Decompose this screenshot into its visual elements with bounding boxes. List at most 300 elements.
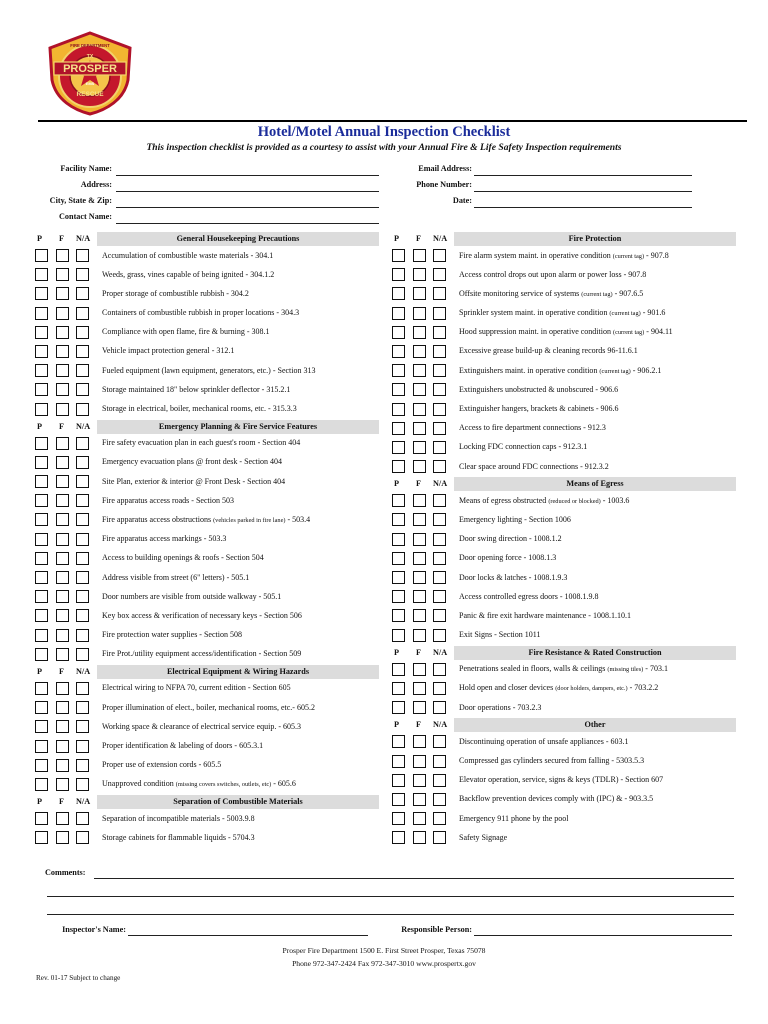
na-checkbox[interactable] bbox=[76, 533, 89, 546]
inspector-name-field[interactable] bbox=[128, 935, 368, 936]
pass-column-header: P bbox=[37, 234, 43, 243]
comments-line-2[interactable] bbox=[47, 896, 734, 897]
pass-checkbox[interactable] bbox=[392, 326, 405, 339]
pass-checkbox[interactable] bbox=[392, 441, 405, 454]
pass-checkbox[interactable] bbox=[392, 701, 405, 714]
na-checkbox[interactable] bbox=[433, 609, 446, 622]
na-checkbox[interactable] bbox=[76, 648, 89, 661]
section-header bbox=[33, 795, 379, 810]
pass-column-header: P bbox=[37, 797, 43, 807]
fail-checkbox[interactable] bbox=[413, 812, 426, 825]
na-checkbox[interactable] bbox=[433, 682, 446, 695]
item-label bbox=[102, 703, 379, 712]
na-checkbox[interactable] bbox=[76, 759, 89, 772]
pass-checkbox[interactable] bbox=[392, 571, 405, 584]
fail-checkbox[interactable] bbox=[413, 383, 426, 396]
fail-column-header: F bbox=[59, 666, 65, 676]
na-column-header: N/A bbox=[76, 797, 91, 807]
pass-checkbox[interactable] bbox=[392, 513, 405, 526]
pass-checkbox[interactable] bbox=[35, 648, 48, 661]
pass-checkbox[interactable] bbox=[35, 249, 48, 262]
page-title: Hotel/Motel Annual Inspection Checklist bbox=[257, 124, 511, 140]
na-checkbox[interactable] bbox=[433, 831, 446, 844]
fail-checkbox[interactable] bbox=[413, 326, 426, 339]
item-text: Fire protection water supplies - Section 508 bbox=[102, 630, 242, 640]
pass-checkbox[interactable] bbox=[35, 364, 48, 377]
na-checkbox[interactable] bbox=[433, 441, 446, 454]
na-checkbox[interactable] bbox=[433, 533, 446, 546]
fail-checkbox[interactable] bbox=[413, 774, 426, 787]
pass-checkbox[interactable] bbox=[35, 831, 48, 844]
pass-column-header: P bbox=[394, 479, 400, 489]
checklist-item bbox=[390, 381, 736, 400]
item-note: (current tag) bbox=[612, 329, 645, 337]
pass-checkbox[interactable] bbox=[35, 590, 48, 603]
fail-checkbox[interactable] bbox=[56, 249, 69, 262]
item-text: Electrical wiring to NFPA 70, current edition - Section 605 bbox=[102, 683, 291, 693]
section-title: Means of Egress bbox=[454, 477, 736, 491]
pass-checkbox[interactable] bbox=[35, 403, 48, 416]
na-checkbox[interactable] bbox=[76, 437, 89, 450]
footer-address: Prosper Fire Department 1500 E. First Street Prosper, Texas 75078 bbox=[282, 946, 486, 955]
fail-checkbox[interactable] bbox=[56, 494, 69, 507]
fail-checkbox[interactable] bbox=[413, 609, 426, 622]
checklist-item bbox=[390, 791, 736, 810]
item-label bbox=[459, 423, 736, 432]
fail-checkbox[interactable] bbox=[56, 812, 69, 825]
city-state-zip-field[interactable] bbox=[116, 207, 379, 208]
item-label bbox=[459, 611, 736, 620]
na-checkbox[interactable] bbox=[76, 740, 89, 753]
pass-checkbox[interactable] bbox=[35, 812, 48, 825]
fail-column-header: F bbox=[59, 421, 65, 431]
pass-checkbox[interactable] bbox=[392, 287, 405, 300]
na-checkbox[interactable] bbox=[76, 287, 89, 300]
item-text: Storage cabinets for flammable liquids - 5704.3 bbox=[102, 832, 255, 842]
fail-checkbox[interactable] bbox=[413, 533, 426, 546]
na-checkbox[interactable] bbox=[433, 326, 446, 339]
item-label bbox=[102, 741, 379, 750]
item-text: Fire apparatus access markings - 503.3 bbox=[102, 534, 227, 544]
section-header bbox=[33, 420, 379, 435]
item-label bbox=[102, 814, 379, 823]
logo-center-text: EMS bbox=[85, 81, 95, 86]
fail-checkbox[interactable] bbox=[413, 552, 426, 565]
pass-column-header: P bbox=[394, 234, 400, 243]
item-text: Working space & clearance of electrical service equip. - 605.3 bbox=[102, 721, 302, 731]
fail-checkbox[interactable] bbox=[56, 287, 69, 300]
item-label bbox=[102, 251, 379, 260]
pass-checkbox[interactable] bbox=[35, 287, 48, 300]
fail-checkbox[interactable] bbox=[413, 831, 426, 844]
fail-checkbox[interactable] bbox=[56, 383, 69, 396]
fail-checkbox[interactable] bbox=[413, 364, 426, 377]
pass-checkbox[interactable] bbox=[392, 755, 405, 768]
pass-checkbox[interactable] bbox=[35, 268, 48, 281]
item-label bbox=[102, 630, 379, 639]
item-label bbox=[102, 683, 379, 692]
pass-checkbox[interactable] bbox=[392, 460, 405, 473]
na-checkbox[interactable] bbox=[76, 268, 89, 281]
item-text: Door locks & latches - 1008.1.9.3 bbox=[459, 572, 568, 582]
item-text: Backflow prevention devices comply with (IPC) & - 903.3.5 bbox=[459, 794, 654, 804]
na-checkbox[interactable] bbox=[433, 590, 446, 603]
na-checkbox[interactable] bbox=[433, 774, 446, 787]
item-label bbox=[459, 573, 736, 582]
na-checkbox[interactable] bbox=[76, 831, 89, 844]
na-column-header: N/A bbox=[76, 234, 91, 243]
logo-top-text: FIRE DEPARTMENT bbox=[70, 43, 110, 48]
na-checkbox[interactable] bbox=[76, 571, 89, 584]
fail-checkbox[interactable] bbox=[413, 268, 426, 281]
fail-checkbox[interactable] bbox=[56, 403, 69, 416]
item-text: Proper identification & labeling of doors - 605.3.1 bbox=[102, 741, 264, 750]
fail-checkbox[interactable] bbox=[413, 755, 426, 768]
item-text: Emergency 911 phone by the pool bbox=[459, 813, 569, 823]
checklist-item bbox=[33, 699, 379, 718]
pass-checkbox[interactable] bbox=[35, 307, 48, 320]
checklist-item bbox=[390, 607, 736, 626]
fail-checkbox[interactable] bbox=[56, 759, 69, 772]
fail-checkbox[interactable] bbox=[56, 648, 69, 661]
na-checkbox[interactable] bbox=[76, 609, 89, 622]
na-checkbox[interactable] bbox=[433, 735, 446, 748]
pass-checkbox[interactable] bbox=[392, 552, 405, 565]
na-checkbox[interactable] bbox=[433, 812, 446, 825]
checklist-item bbox=[390, 401, 736, 420]
checklist-item bbox=[33, 473, 379, 492]
right-checklist-column bbox=[390, 232, 736, 848]
fail-checkbox[interactable] bbox=[413, 513, 426, 526]
pass-checkbox[interactable] bbox=[35, 778, 48, 791]
item-text: Fire apparatus access roads - Section 503 bbox=[102, 495, 234, 505]
item-label bbox=[459, 814, 736, 823]
section-title: Other bbox=[454, 718, 736, 732]
item-label bbox=[459, 289, 736, 298]
fail-checkbox[interactable] bbox=[56, 345, 69, 358]
item-note: (missing covers switches, outlets, etc) bbox=[175, 781, 272, 789]
checklist-item bbox=[33, 511, 379, 530]
na-checkbox[interactable] bbox=[76, 494, 89, 507]
na-checkbox[interactable] bbox=[433, 513, 446, 526]
item-label bbox=[102, 308, 379, 317]
fail-checkbox[interactable] bbox=[56, 571, 69, 584]
fail-checkbox[interactable] bbox=[56, 720, 69, 733]
fail-checkbox[interactable] bbox=[56, 740, 69, 753]
fail-checkbox[interactable] bbox=[413, 494, 426, 507]
fail-checkbox[interactable] bbox=[413, 701, 426, 714]
pass-checkbox[interactable] bbox=[392, 793, 405, 806]
checklist-item bbox=[33, 588, 379, 607]
item-label bbox=[459, 703, 736, 712]
item-label bbox=[102, 534, 379, 543]
item-text: Extinguisher hangers, brackets & cabinets - 906.6 bbox=[459, 404, 619, 413]
na-checkbox[interactable] bbox=[76, 590, 89, 603]
pass-checkbox[interactable] bbox=[392, 403, 405, 416]
na-checkbox[interactable] bbox=[76, 682, 89, 695]
inspector-name-label: Inspector's Name: bbox=[62, 925, 126, 934]
na-checkbox[interactable] bbox=[433, 494, 446, 507]
section-header bbox=[390, 477, 736, 492]
fail-checkbox[interactable] bbox=[56, 475, 69, 488]
fail-checkbox[interactable] bbox=[56, 831, 69, 844]
na-checkbox[interactable] bbox=[433, 268, 446, 281]
fail-checkbox[interactable] bbox=[56, 307, 69, 320]
comments-line-3[interactable] bbox=[47, 914, 734, 915]
pass-checkbox[interactable] bbox=[392, 307, 405, 320]
na-checkbox[interactable] bbox=[433, 345, 446, 358]
na-checkbox[interactable] bbox=[76, 720, 89, 733]
footer-contact: Phone 972-347-2424 Fax 972-347-3010 www.prospertx.gov bbox=[292, 959, 476, 968]
item-label bbox=[102, 438, 379, 447]
na-checkbox[interactable] bbox=[433, 629, 446, 642]
checklist-item bbox=[390, 511, 736, 530]
date-field[interactable] bbox=[474, 207, 692, 208]
na-checkbox[interactable] bbox=[433, 552, 446, 565]
pass-checkbox[interactable] bbox=[35, 475, 48, 488]
pass-checkbox[interactable] bbox=[392, 364, 405, 377]
na-checkbox[interactable] bbox=[76, 307, 89, 320]
section-header bbox=[33, 232, 379, 247]
fail-checkbox[interactable] bbox=[56, 456, 69, 469]
pass-checkbox[interactable] bbox=[392, 609, 405, 622]
fail-checkbox[interactable] bbox=[413, 682, 426, 695]
na-checkbox[interactable] bbox=[76, 778, 89, 791]
comments-label: Comments: bbox=[45, 868, 86, 877]
na-checkbox[interactable] bbox=[76, 701, 89, 714]
fail-checkbox[interactable] bbox=[413, 287, 426, 300]
section-title: Fire Protection bbox=[454, 232, 736, 246]
na-checkbox[interactable] bbox=[76, 249, 89, 262]
pass-checkbox[interactable] bbox=[392, 422, 405, 435]
na-checkbox[interactable] bbox=[433, 383, 446, 396]
checklist-item bbox=[390, 829, 736, 848]
fail-checkbox[interactable] bbox=[56, 513, 69, 526]
item-code: - 1003.6 bbox=[600, 495, 630, 505]
fail-checkbox[interactable] bbox=[56, 629, 69, 642]
item-label bbox=[102, 573, 379, 582]
na-checkbox[interactable] bbox=[76, 383, 89, 396]
item-label bbox=[102, 611, 379, 620]
fail-checkbox[interactable] bbox=[56, 701, 69, 714]
item-text: Fueled equipment (lawn equipment, generators, etc.) - Section 313 bbox=[102, 365, 316, 375]
pass-checkbox[interactable] bbox=[392, 590, 405, 603]
pass-checkbox[interactable] bbox=[35, 609, 48, 622]
prosper-fire-rescue-logo-icon bbox=[44, 30, 136, 116]
left-checklist-column bbox=[33, 232, 379, 848]
item-text: Containers of combustible rubbish in proper locations - 304.3 bbox=[102, 308, 300, 318]
item-text: Fire apparatus access obstructions bbox=[102, 514, 212, 524]
fail-checkbox[interactable] bbox=[413, 629, 426, 642]
fail-checkbox[interactable] bbox=[56, 778, 69, 791]
na-checkbox[interactable] bbox=[433, 755, 446, 768]
checklist-item bbox=[390, 439, 736, 458]
comments-line-1[interactable] bbox=[94, 878, 734, 879]
fail-checkbox[interactable] bbox=[56, 326, 69, 339]
checklist-item bbox=[390, 699, 736, 718]
fail-checkbox[interactable] bbox=[413, 441, 426, 454]
item-code: - 605.6 bbox=[271, 779, 296, 789]
pass-checkbox[interactable] bbox=[35, 533, 48, 546]
na-checkbox[interactable] bbox=[433, 422, 446, 435]
pass-checkbox[interactable] bbox=[35, 629, 48, 642]
checklist-item bbox=[33, 757, 379, 776]
checklist-item bbox=[33, 738, 379, 757]
item-text: Storage in electrical, boiler, mechanical rooms, etc. - 315.3.3 bbox=[102, 404, 297, 413]
na-checkbox[interactable] bbox=[76, 403, 89, 416]
pass-checkbox[interactable] bbox=[35, 682, 48, 695]
pass-checkbox[interactable] bbox=[392, 663, 405, 676]
pass-checkbox[interactable] bbox=[392, 682, 405, 695]
fail-checkbox[interactable] bbox=[413, 345, 426, 358]
na-column-header: N/A bbox=[76, 666, 91, 676]
na-checkbox[interactable] bbox=[76, 475, 89, 488]
item-text: Storage maintained 18" below sprinkler deflector - 315.2.1 bbox=[102, 384, 291, 394]
checklist-item bbox=[390, 324, 736, 343]
item-text: Door swing direction - 1008.1.2 bbox=[459, 534, 562, 544]
fail-checkbox[interactable] bbox=[413, 590, 426, 603]
checklist-item bbox=[390, 733, 736, 752]
pass-checkbox[interactable] bbox=[35, 759, 48, 772]
pass-checkbox[interactable] bbox=[35, 494, 48, 507]
item-text: Accumulation of combustible waste materials - 304.1 bbox=[102, 250, 274, 260]
fail-checkbox[interactable] bbox=[413, 735, 426, 748]
item-text: Proper storage of combustible rubbish - 304.2 bbox=[102, 288, 249, 298]
fail-checkbox[interactable] bbox=[56, 552, 69, 565]
fail-checkbox[interactable] bbox=[413, 249, 426, 262]
fail-checkbox[interactable] bbox=[413, 571, 426, 584]
address-field[interactable] bbox=[116, 191, 379, 192]
responsible-person-label: Responsible Person: bbox=[401, 925, 472, 934]
na-checkbox[interactable] bbox=[433, 307, 446, 320]
na-checkbox[interactable] bbox=[76, 456, 89, 469]
pass-checkbox[interactable] bbox=[392, 383, 405, 396]
section-title: General Housekeeping Precautions bbox=[97, 232, 379, 246]
facility-name-field[interactable] bbox=[116, 175, 379, 176]
checklist-item bbox=[390, 627, 736, 646]
na-checkbox[interactable] bbox=[433, 249, 446, 262]
item-label bbox=[459, 404, 736, 413]
fail-checkbox[interactable] bbox=[413, 403, 426, 416]
na-checkbox[interactable] bbox=[433, 460, 446, 473]
fail-checkbox[interactable] bbox=[413, 793, 426, 806]
pass-checkbox[interactable] bbox=[392, 735, 405, 748]
pass-checkbox[interactable] bbox=[392, 812, 405, 825]
checklist-item bbox=[390, 753, 736, 772]
na-checkbox[interactable] bbox=[433, 287, 446, 300]
fail-checkbox[interactable] bbox=[56, 437, 69, 450]
pass-checkbox[interactable] bbox=[392, 345, 405, 358]
phone-field[interactable] bbox=[474, 191, 692, 192]
pass-checkbox[interactable] bbox=[35, 552, 48, 565]
na-checkbox[interactable] bbox=[76, 345, 89, 358]
na-checkbox[interactable] bbox=[76, 552, 89, 565]
item-code: - 907.8 bbox=[644, 250, 669, 260]
date-label: Date: bbox=[452, 196, 472, 205]
pass-checkbox[interactable] bbox=[392, 268, 405, 281]
section-title: Separation of Combustible Materials bbox=[97, 795, 379, 809]
contact-name-field[interactable] bbox=[116, 223, 379, 224]
na-checkbox[interactable] bbox=[433, 571, 446, 584]
item-label bbox=[459, 775, 736, 784]
item-label bbox=[459, 664, 736, 673]
fail-checkbox[interactable] bbox=[413, 460, 426, 473]
checklist-item bbox=[33, 718, 379, 737]
checklist-item bbox=[390, 680, 736, 699]
fail-checkbox[interactable] bbox=[56, 590, 69, 603]
pass-checkbox[interactable] bbox=[35, 383, 48, 396]
fail-checkbox[interactable] bbox=[56, 682, 69, 695]
item-code: - 503.4 bbox=[285, 514, 311, 524]
checklist-item bbox=[33, 362, 379, 381]
fail-checkbox[interactable] bbox=[413, 663, 426, 676]
pass-checkbox[interactable] bbox=[35, 571, 48, 584]
pass-checkbox[interactable] bbox=[392, 629, 405, 642]
pass-checkbox[interactable] bbox=[392, 494, 405, 507]
pass-checkbox[interactable] bbox=[35, 740, 48, 753]
pass-checkbox[interactable] bbox=[35, 701, 48, 714]
na-checkbox[interactable] bbox=[433, 701, 446, 714]
section-header bbox=[390, 718, 736, 733]
pass-checkbox[interactable] bbox=[35, 326, 48, 339]
na-checkbox[interactable] bbox=[76, 326, 89, 339]
pass-checkbox[interactable] bbox=[392, 831, 405, 844]
pass-checkbox[interactable] bbox=[35, 720, 48, 733]
item-text: Exit Signs - Section 1011 bbox=[459, 630, 541, 640]
fail-checkbox[interactable] bbox=[56, 533, 69, 546]
item-text: Address visible from street (6" letters) - 505.1 bbox=[102, 572, 250, 582]
na-checkbox[interactable] bbox=[433, 403, 446, 416]
pass-checkbox[interactable] bbox=[35, 345, 48, 358]
na-column-header: N/A bbox=[433, 479, 448, 489]
item-text: Door opening force - 1008.1.3 bbox=[459, 553, 557, 563]
na-checkbox[interactable] bbox=[433, 364, 446, 377]
pass-checkbox[interactable] bbox=[392, 249, 405, 262]
item-label bbox=[459, 630, 736, 639]
email-field[interactable] bbox=[474, 175, 692, 176]
fail-checkbox[interactable] bbox=[56, 609, 69, 622]
item-text: Hold open and closer devices bbox=[459, 683, 554, 693]
item-label bbox=[102, 833, 379, 842]
pass-checkbox[interactable] bbox=[392, 533, 405, 546]
checklist-item bbox=[33, 627, 379, 646]
na-checkbox[interactable] bbox=[76, 629, 89, 642]
pass-checkbox[interactable] bbox=[392, 774, 405, 787]
na-checkbox[interactable] bbox=[76, 812, 89, 825]
facility-name-label: Facility Name: bbox=[60, 164, 112, 173]
checklist-item bbox=[390, 810, 736, 829]
item-label bbox=[459, 442, 736, 451]
na-checkbox[interactable] bbox=[76, 364, 89, 377]
fail-checkbox[interactable] bbox=[56, 268, 69, 281]
na-checkbox[interactable] bbox=[433, 663, 446, 676]
item-label bbox=[102, 404, 379, 413]
item-label bbox=[459, 366, 736, 375]
na-checkbox[interactable] bbox=[76, 513, 89, 526]
fail-checkbox[interactable] bbox=[413, 307, 426, 320]
responsible-person-field[interactable] bbox=[474, 935, 732, 936]
pass-checkbox[interactable] bbox=[35, 456, 48, 469]
item-text: Access control drops out upon alarm or power loss - 907.8 bbox=[459, 269, 647, 279]
checklist-item bbox=[33, 454, 379, 473]
item-note: (door holders, dampers, etc.) bbox=[555, 685, 628, 693]
na-checkbox[interactable] bbox=[433, 793, 446, 806]
fail-checkbox[interactable] bbox=[413, 422, 426, 435]
pass-checkbox[interactable] bbox=[35, 513, 48, 526]
fail-checkbox[interactable] bbox=[56, 364, 69, 377]
item-text: Compressed gas cylinders secured from falling - 5303.5.3 bbox=[459, 756, 645, 765]
pass-checkbox[interactable] bbox=[35, 437, 48, 450]
